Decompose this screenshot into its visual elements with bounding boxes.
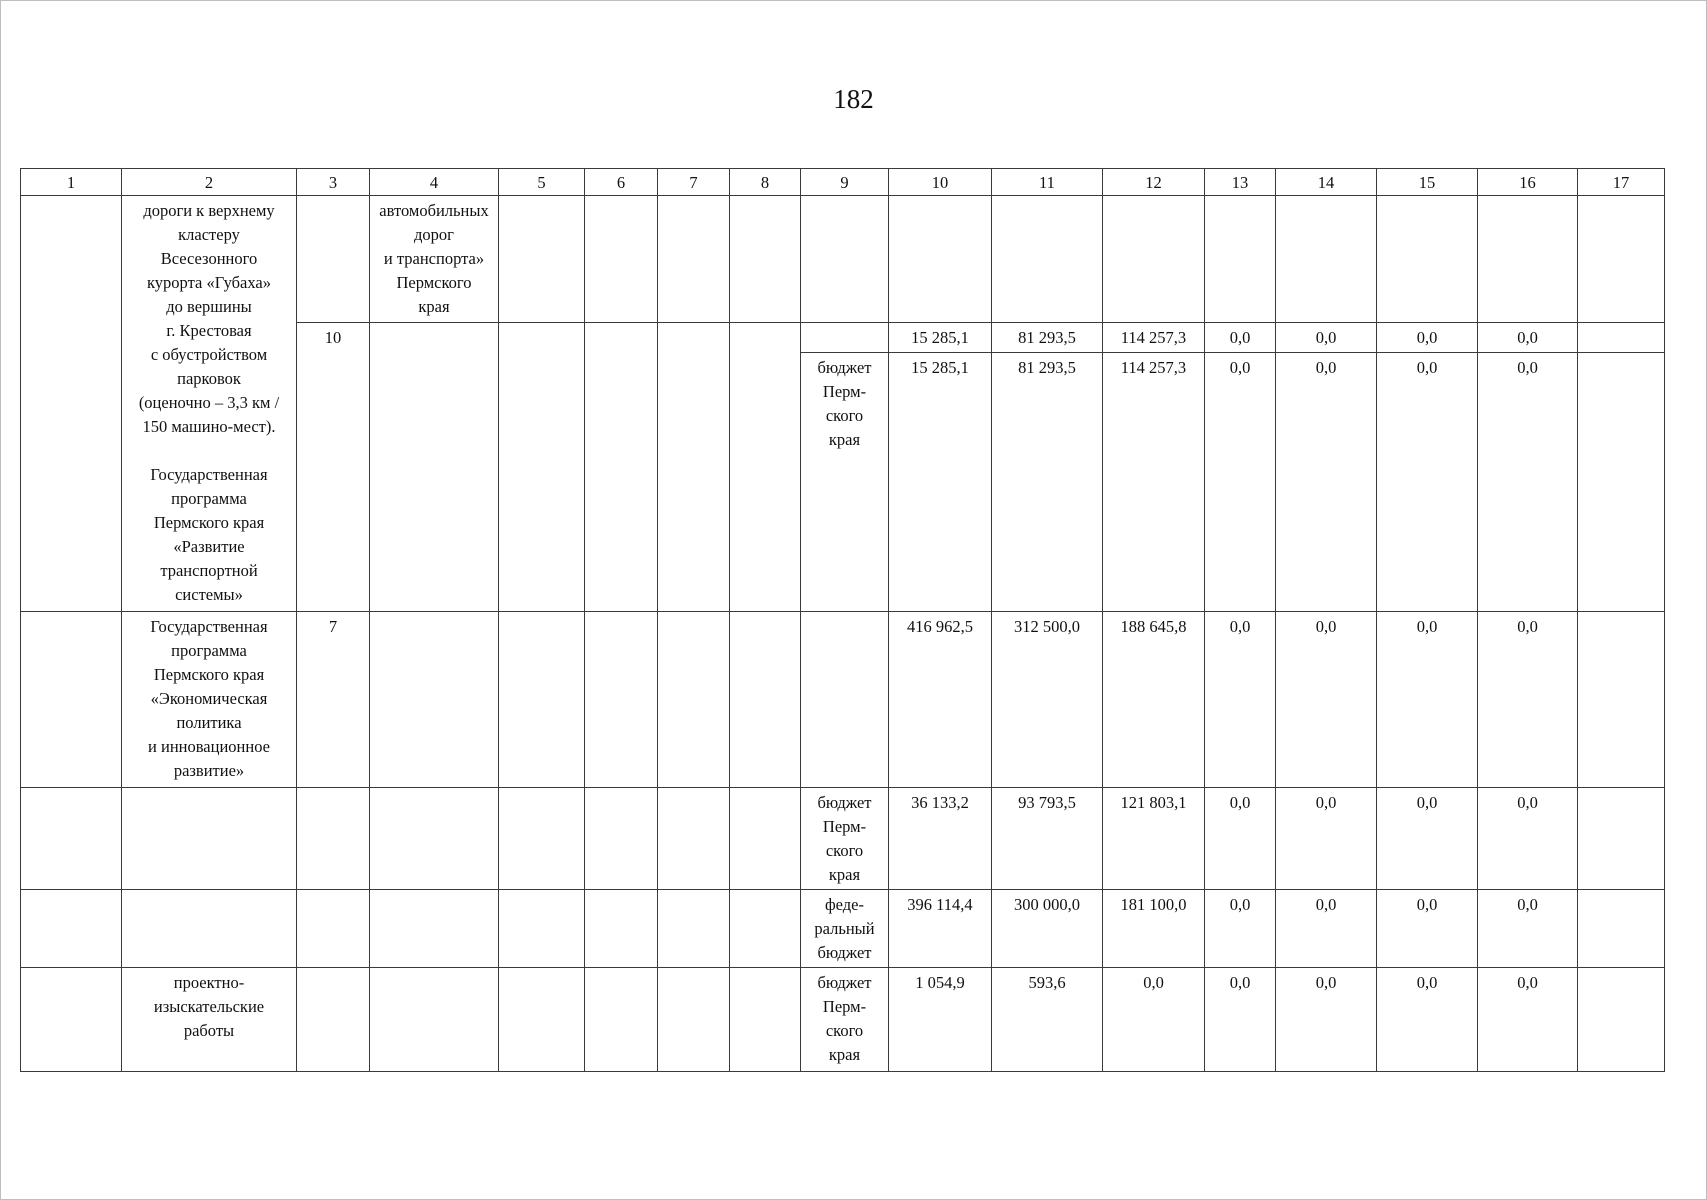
table-cell	[1377, 196, 1478, 323]
table-cell	[370, 890, 499, 968]
amount-cell: 0,0	[1478, 788, 1578, 890]
table-cell	[1578, 890, 1665, 968]
amount-cell: 0,0	[1103, 968, 1205, 1072]
amount-cell: 0,0	[1478, 323, 1578, 353]
amount-cell: 0,0	[1478, 968, 1578, 1072]
funding-source: бюджет Перм- ского края	[801, 788, 889, 890]
header-cell: 11	[992, 169, 1103, 196]
header-cell: 4	[370, 169, 499, 196]
program-description: Государственная программа Пермского края «Экономическая политика и инновационное развитие»	[122, 612, 297, 788]
table-cell	[585, 196, 658, 323]
page-number: 182	[833, 84, 874, 114]
amount-cell: 0,0	[1276, 968, 1377, 1072]
table-row	[21, 196, 1665, 323]
table-cell	[730, 612, 801, 788]
header-cell: 9	[801, 169, 889, 196]
work-description: проектно- изыскательские работы	[122, 968, 297, 1072]
amount-cell: 0,0	[1205, 968, 1276, 1072]
table-cell	[370, 323, 499, 612]
amount-cell: 121 803,1	[1103, 788, 1205, 890]
table-cell	[1478, 196, 1578, 323]
funding-source	[801, 323, 889, 353]
amount-cell: 0,0	[1478, 890, 1578, 968]
amount-cell: 81 293,5	[992, 353, 1103, 612]
header-cell: 3	[297, 169, 370, 196]
table-cell	[21, 612, 122, 788]
table-cell	[297, 788, 370, 890]
table-cell	[1578, 353, 1665, 612]
table-cell	[658, 612, 730, 788]
amount-cell: 114 257,3	[1103, 323, 1205, 353]
amount-cell: 36 133,2	[889, 788, 992, 890]
table-cell	[499, 890, 585, 968]
table-cell	[1205, 196, 1276, 323]
amount-cell: 0,0	[1276, 612, 1377, 788]
amount-cell: 15 285,1	[889, 323, 992, 353]
header-cell: 1	[21, 169, 122, 196]
table-cell	[1578, 612, 1665, 788]
header-cell: 8	[730, 169, 801, 196]
header-row	[21, 169, 1665, 196]
header-cell: 7	[658, 169, 730, 196]
amount-cell: 15 285,1	[889, 353, 992, 612]
header-cell: 13	[1205, 169, 1276, 196]
table-cell	[122, 788, 297, 890]
table-cell	[801, 196, 889, 323]
amount-cell: 0,0	[1276, 323, 1377, 353]
table-cell	[889, 196, 992, 323]
header-cell: 15	[1377, 169, 1478, 196]
table-row	[21, 612, 1665, 788]
unit-value: 7	[297, 612, 370, 788]
header-cell: 6	[585, 169, 658, 196]
table-cell	[585, 612, 658, 788]
table-cell	[21, 890, 122, 968]
table-cell	[730, 968, 801, 1072]
budget-table	[20, 168, 1665, 1072]
table-cell	[297, 968, 370, 1072]
table-cell	[370, 788, 499, 890]
amount-cell: 0,0	[1276, 353, 1377, 612]
table-cell	[658, 890, 730, 968]
table-cell	[730, 323, 801, 612]
amount-cell: 396 114,4	[889, 890, 992, 968]
table-cell	[297, 890, 370, 968]
amount-cell: 0,0	[1377, 612, 1478, 788]
amount-cell: 0,0	[1377, 968, 1478, 1072]
table-cell	[499, 323, 585, 612]
table-cell	[1578, 196, 1665, 323]
table-cell	[1578, 968, 1665, 1072]
amount-cell: 0,0	[1205, 353, 1276, 612]
table-cell	[585, 788, 658, 890]
table-cell	[370, 968, 499, 1072]
amount-cell: 0,0	[1276, 890, 1377, 968]
header-cell: 5	[499, 169, 585, 196]
table-cell	[1578, 323, 1665, 353]
table-cell	[122, 890, 297, 968]
table-cell	[585, 968, 658, 1072]
funding-source: бюджет Перм- ского края	[801, 968, 889, 1072]
table-row	[21, 890, 1665, 968]
table-cell	[1103, 196, 1205, 323]
table-cell	[499, 196, 585, 323]
unit-value: 10	[297, 323, 370, 612]
header-cell: 2	[122, 169, 297, 196]
table-cell	[658, 968, 730, 1072]
responsible-authority: автомобильных дорог и транспорта» Пермского края	[370, 196, 499, 323]
amount-cell: 0,0	[1478, 612, 1578, 788]
table-cell	[297, 196, 370, 323]
table-cell	[1578, 788, 1665, 890]
amount-cell: 0,0	[1377, 890, 1478, 968]
table-cell	[658, 323, 730, 612]
table-cell	[730, 890, 801, 968]
table-cell	[499, 968, 585, 1072]
table-cell	[21, 968, 122, 1072]
amount-cell: 0,0	[1276, 788, 1377, 890]
amount-cell: 114 257,3	[1103, 353, 1205, 612]
amount-cell: 181 100,0	[1103, 890, 1205, 968]
amount-cell: 188 645,8	[1103, 612, 1205, 788]
table-cell	[499, 612, 585, 788]
object-description: дороги к верхнему кластеру Всесезонного курорта «Губаха» до вершины г. Крестовая с обустройством парковок (оценочно – 3,3 км / 150 машино-мест). Государственная программа Пермского края «Развитие транспортной системы»	[122, 196, 297, 612]
table-cell	[1276, 196, 1377, 323]
table-cell	[730, 788, 801, 890]
funding-source: феде- ральный бюджет	[801, 890, 889, 968]
table-cell	[992, 196, 1103, 323]
table-cell	[499, 788, 585, 890]
amount-cell: 0,0	[1377, 353, 1478, 612]
amount-cell: 0,0	[1205, 890, 1276, 968]
header-cell: 16	[1478, 169, 1578, 196]
table-cell	[21, 196, 122, 612]
amount-cell: 81 293,5	[992, 323, 1103, 353]
table-cell	[658, 196, 730, 323]
table-row	[21, 968, 1665, 1072]
funding-source	[801, 612, 889, 788]
table-cell	[658, 788, 730, 890]
amount-cell: 416 962,5	[889, 612, 992, 788]
table-row	[21, 788, 1665, 890]
header-cell: 14	[1276, 169, 1377, 196]
amount-cell: 0,0	[1205, 788, 1276, 890]
amount-cell: 0,0	[1205, 612, 1276, 788]
table-cell	[585, 323, 658, 612]
table-cell	[730, 196, 801, 323]
amount-cell: 300 000,0	[992, 890, 1103, 968]
funding-source: бюджет Перм- ского края	[801, 353, 889, 612]
amount-cell: 593,6	[992, 968, 1103, 1072]
table-cell	[21, 788, 122, 890]
table-cell	[585, 890, 658, 968]
table-cell	[370, 612, 499, 788]
header-cell: 17	[1578, 169, 1665, 196]
amount-cell: 93 793,5	[992, 788, 1103, 890]
amount-cell: 312 500,0	[992, 612, 1103, 788]
amount-cell: 0,0	[1377, 788, 1478, 890]
amount-cell: 0,0	[1478, 353, 1578, 612]
amount-cell: 0,0	[1205, 323, 1276, 353]
header-cell: 10	[889, 169, 992, 196]
amount-cell: 0,0	[1377, 323, 1478, 353]
header-cell: 12	[1103, 169, 1205, 196]
amount-cell: 1 054,9	[889, 968, 992, 1072]
